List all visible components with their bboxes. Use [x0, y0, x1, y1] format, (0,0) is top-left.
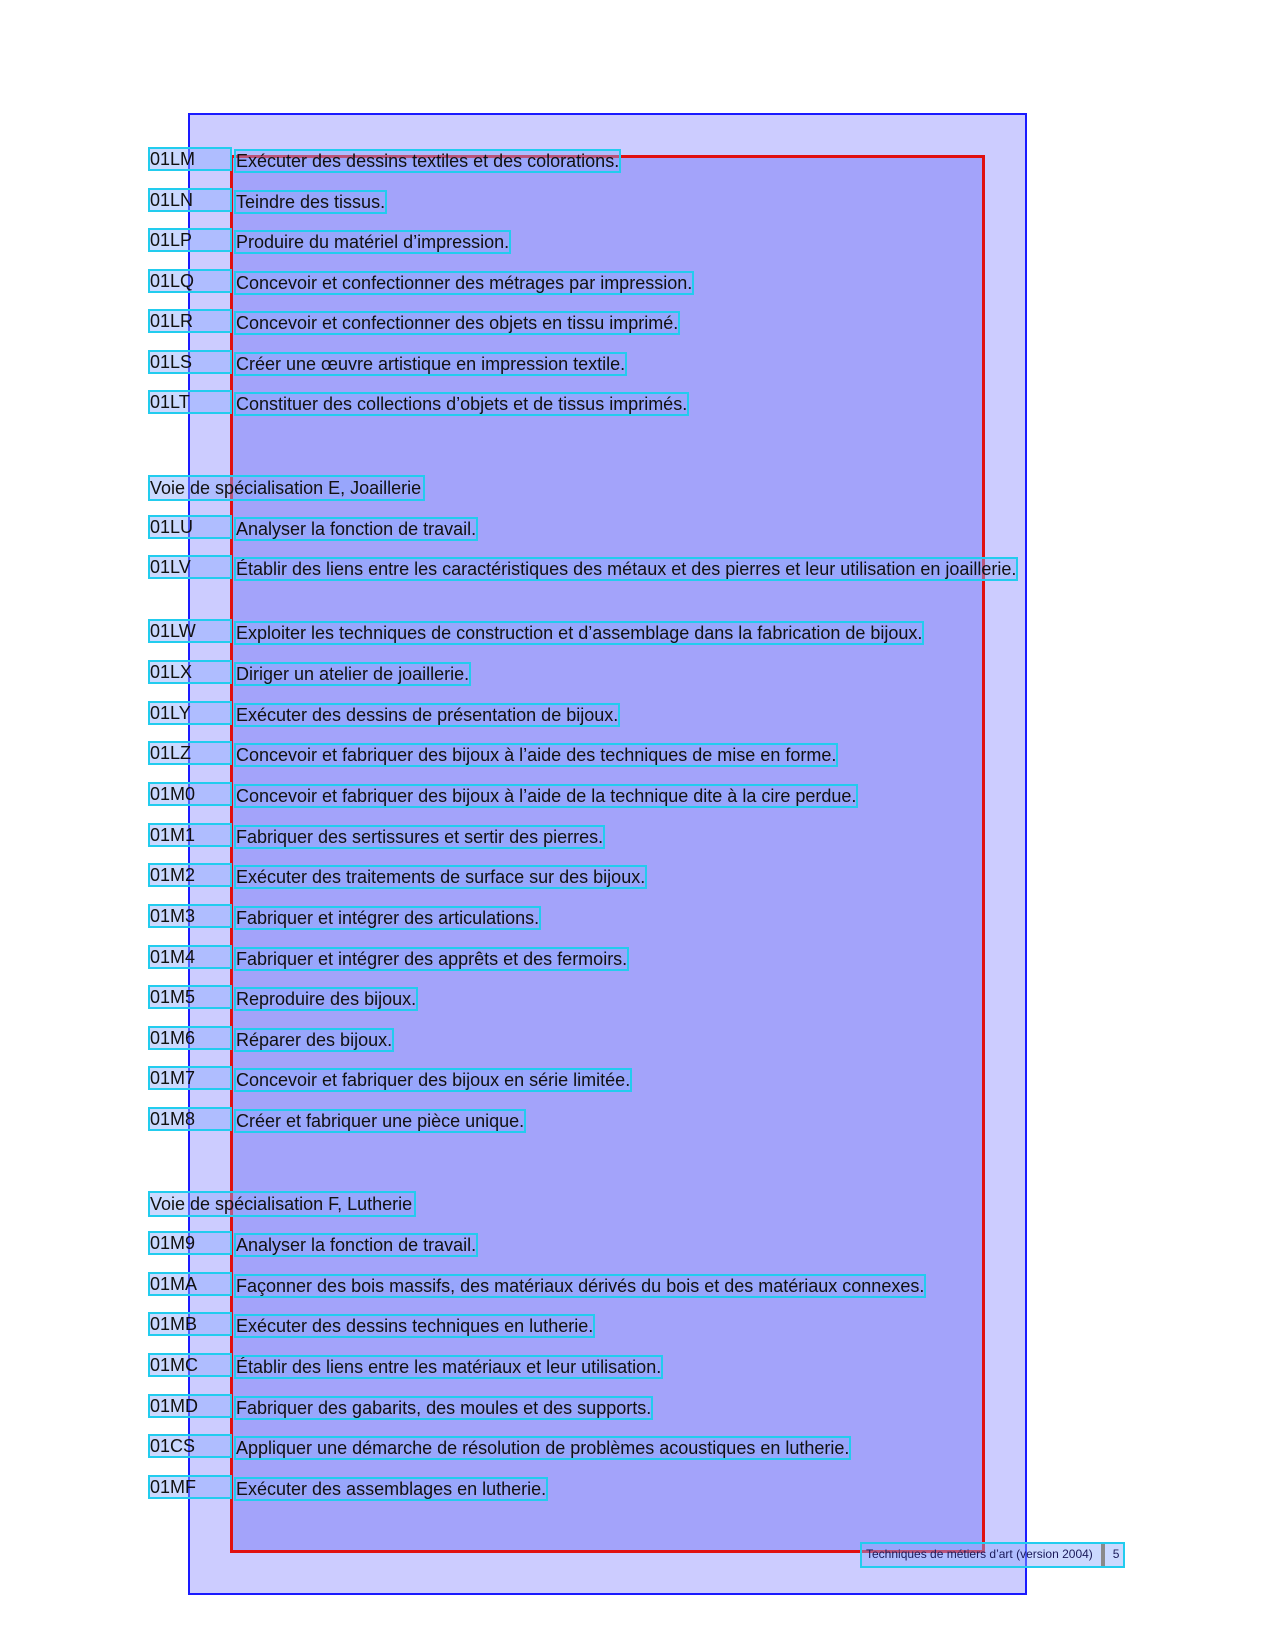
- competency-code: 01M4: [150, 947, 230, 967]
- competency-text: Exécuter des dessins de présentation de bijoux.: [236, 705, 619, 725]
- list-item: [150, 703, 1110, 727]
- competency-code: 01CS: [150, 1436, 230, 1456]
- competency-code: 01MF: [150, 1477, 230, 1497]
- list-item: [150, 1477, 1110, 1501]
- competency-text: Produire du matériel d’impression.: [236, 232, 510, 252]
- competency-code: 01MA: [150, 1274, 230, 1294]
- competency-text: Teindre des tissus.: [236, 192, 386, 212]
- competency-code: 01LW: [150, 621, 230, 641]
- competency-text: Concevoir et confectionner des métrages par impression.: [236, 273, 693, 293]
- competency-code: 01M9: [150, 1233, 230, 1253]
- list-item: [150, 743, 1110, 767]
- competency-code: 01M8: [150, 1109, 230, 1129]
- section-heading: Voie de spécialisation F, Lutherie: [150, 1194, 413, 1214]
- competency-code: 01LT: [150, 392, 230, 412]
- competency-text: Fabriquer des gabarits, des moules et des supports.: [236, 1398, 652, 1418]
- list-item: [150, 1355, 1110, 1379]
- footer-divider: [1101, 1544, 1105, 1566]
- competency-code: 01M6: [150, 1028, 230, 1048]
- competency-code: 01LR: [150, 311, 230, 331]
- competency-text: Concevoir et fabriquer des bijoux à l’aide de la technique dite à la cire perdue.: [236, 786, 857, 806]
- competency-text: Créer et fabriquer une pièce unique.: [236, 1111, 525, 1131]
- competency-text: Constituer des collections d’objets et de tissus imprimés.: [236, 394, 688, 414]
- list-item: [150, 352, 1110, 376]
- footer-title: Techniques de métiers d’art (version 2004): [866, 1547, 1093, 1562]
- competency-text: Reproduire des bijoux.: [236, 989, 417, 1009]
- competency-text: Appliquer une démarche de résolution de problèmes acoustiques en lutherie.: [236, 1438, 850, 1458]
- competency-text: Établir des liens entre les matériaux et leur utilisation.: [236, 1357, 662, 1377]
- competency-text: Façonner des bois massifs, des matériaux dérivés du bois et des matériaux connexes.: [236, 1276, 925, 1296]
- competency-text: Concevoir et fabriquer des bijoux en série limitée.: [236, 1070, 631, 1090]
- competency-code: 01M7: [150, 1068, 230, 1088]
- list-item: [150, 1274, 1110, 1298]
- competency-code: 01LU: [150, 517, 230, 537]
- list-item: [150, 1314, 1110, 1338]
- list-item: [150, 271, 1110, 295]
- competency-text: Créer une œuvre artistique en impression textile.: [236, 354, 626, 374]
- competency-text: Exécuter des dessins techniques en lutherie.: [236, 1316, 594, 1336]
- competency-text: Fabriquer et intégrer des articulations.: [236, 908, 540, 928]
- competency-text: Établir des liens entre les caractéristiques des métaux et des pierres et leur utilisation en joaillerie.: [236, 559, 1017, 579]
- competency-code: 01LP: [150, 230, 230, 250]
- competency-code: 01LN: [150, 190, 230, 210]
- competency-code: 01M0: [150, 784, 230, 804]
- competency-text: Exécuter des dessins textiles et des colorations.: [236, 151, 620, 171]
- competency-text: Fabriquer des sertissures et sertir des pierres.: [236, 827, 604, 847]
- competency-text: Analyser la fonction de travail.: [236, 1235, 477, 1255]
- list-item: [150, 1109, 1110, 1133]
- list-item: [150, 1028, 1110, 1052]
- competency-code: 01M1: [150, 825, 230, 845]
- list-item: [150, 392, 1110, 416]
- competency-code: 01M2: [150, 865, 230, 885]
- list-item: [150, 906, 1110, 930]
- competency-text: Exécuter des traitements de surface sur des bijoux.: [236, 867, 646, 887]
- competency-text: Concevoir et fabriquer des bijoux à l’aide des techniques de mise en forme.: [236, 745, 837, 765]
- list-item: [150, 825, 1110, 849]
- competency-code: 01M3: [150, 906, 230, 926]
- competency-code: 01M5: [150, 987, 230, 1007]
- list-item: [150, 311, 1110, 335]
- competency-text: Concevoir et confectionner des objets en tissu imprimé.: [236, 313, 679, 333]
- list-item: [150, 190, 1110, 214]
- list-item: [150, 621, 1110, 645]
- competency-code: 01LX: [150, 662, 230, 682]
- list-item: [150, 784, 1110, 808]
- competency-code: 01LZ: [150, 743, 230, 763]
- list-item: [150, 1068, 1110, 1092]
- list-item: [150, 1233, 1110, 1257]
- competency-code: 01MB: [150, 1314, 230, 1334]
- list-item: [150, 1396, 1110, 1420]
- competency-text: Réparer des bijoux.: [236, 1030, 393, 1050]
- competency-code: 01MC: [150, 1355, 230, 1375]
- list-item: [150, 662, 1110, 686]
- competency-code: 01LQ: [150, 271, 230, 291]
- list-item: [150, 149, 1110, 173]
- list-item: [150, 557, 1110, 605]
- page-footer: [862, 1544, 1123, 1566]
- competency-text: Analyser la fonction de travail.: [236, 519, 477, 539]
- competency-code: 01MD: [150, 1396, 230, 1416]
- list-item: [150, 1436, 1110, 1460]
- list-item: [150, 230, 1110, 254]
- competency-code: 01LS: [150, 352, 230, 372]
- section-heading: Voie de spécialisation E, Joaillerie: [150, 478, 422, 498]
- competency-code: 01LM: [150, 149, 230, 169]
- competency-text: Fabriquer et intégrer des apprêts et des fermoirs.: [236, 949, 628, 969]
- competency-code: 01LV: [150, 557, 230, 577]
- page-number: 5: [1112, 1547, 1120, 1562]
- list-item: [150, 517, 1110, 541]
- competency-text: Diriger un atelier de joaillerie.: [236, 664, 470, 684]
- competency-code: 01LY: [150, 703, 230, 723]
- competency-text: Exécuter des assemblages en lutherie.: [236, 1479, 547, 1499]
- list-item: [150, 865, 1110, 889]
- list-item: [150, 987, 1110, 1011]
- list-item: [150, 947, 1110, 971]
- competency-text: Exploiter les techniques de construction et d’assemblage dans la fabrication de bijoux.: [236, 623, 923, 643]
